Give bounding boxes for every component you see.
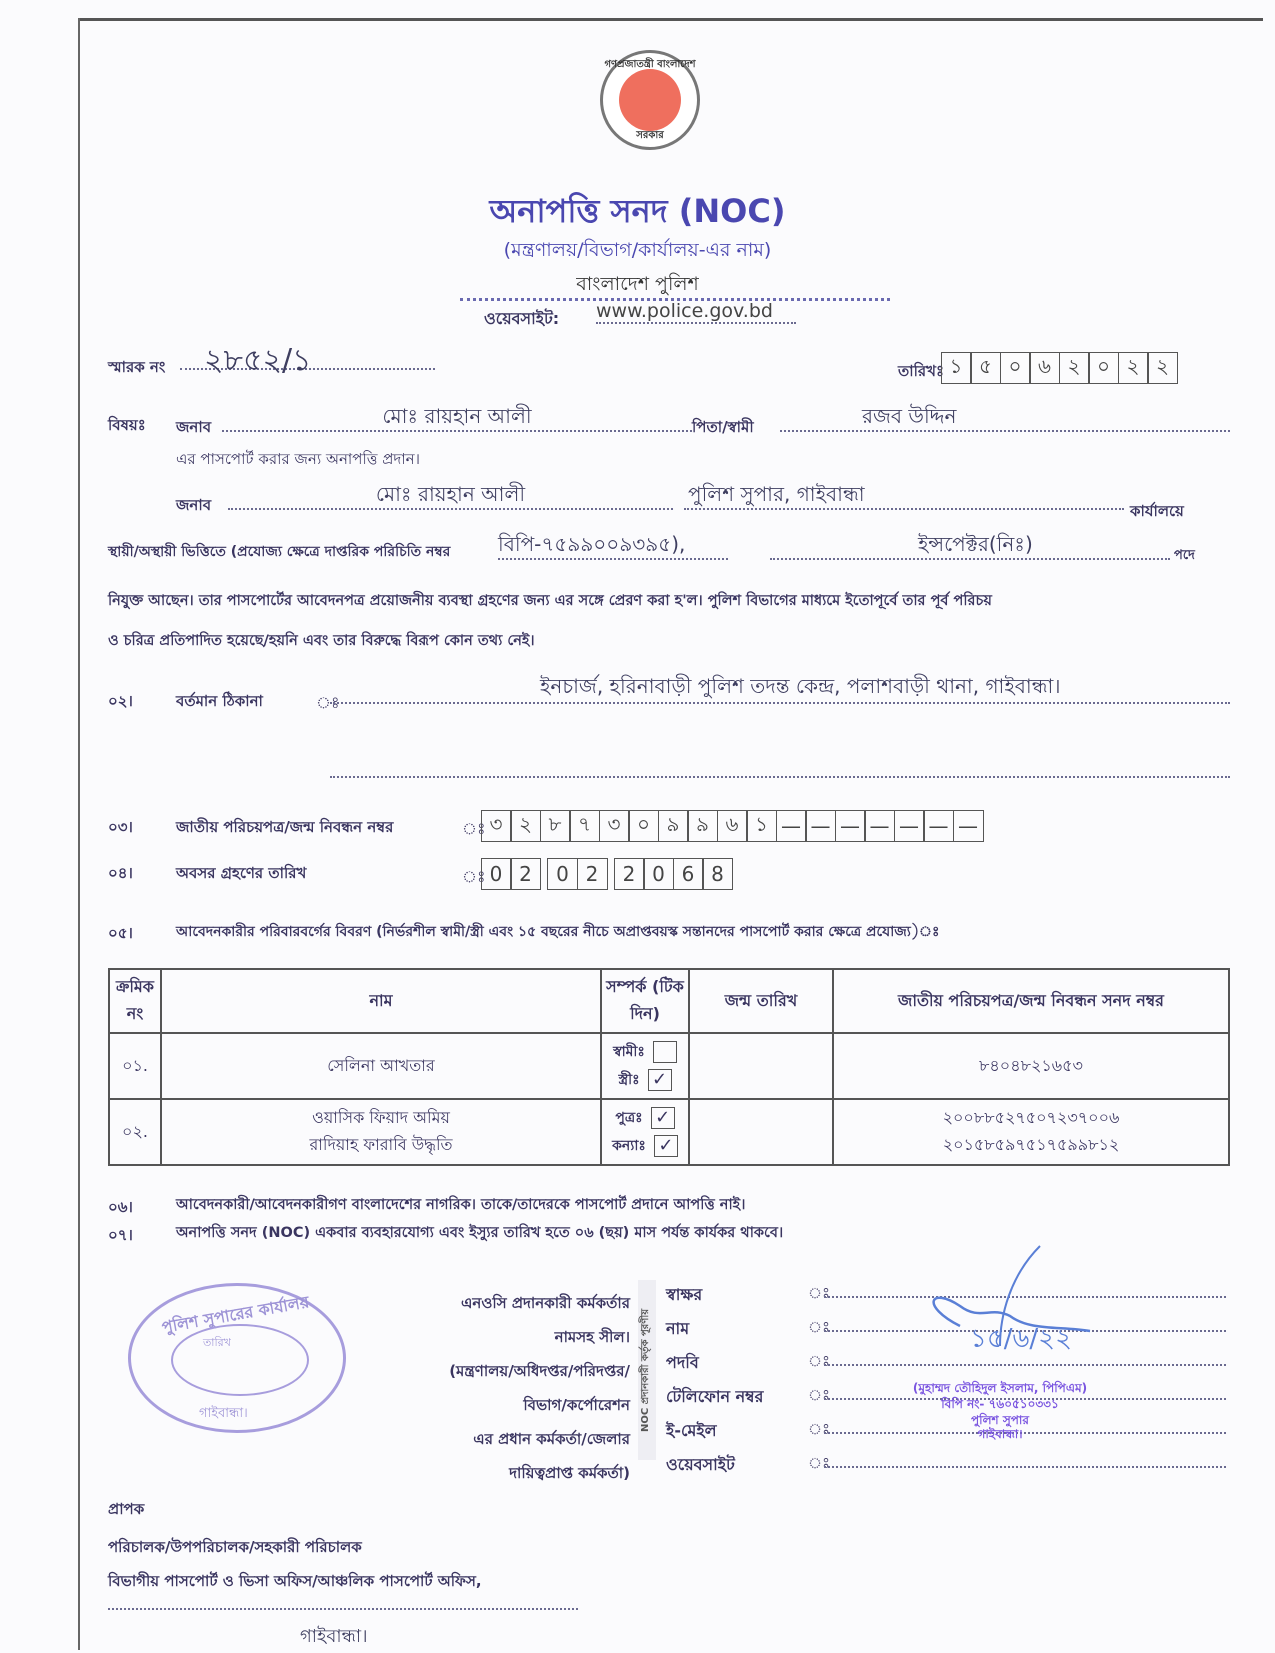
date-boxes (942, 352, 1178, 384)
signatory-desc-line: দায়িত্বপ্রাপ্ত কর্মকর্তা) (509, 1464, 630, 1482)
field-signature-label: স্বাক্ষর (666, 1285, 703, 1304)
table-header-row (109, 969, 1229, 1033)
retire-digit: 0 (547, 858, 578, 890)
date-digit: ২ (1147, 352, 1178, 384)
date-digit: ০ (1000, 352, 1031, 384)
retire-digit: 2 (614, 858, 645, 890)
relation-checkbox[interactable] (653, 1041, 677, 1063)
relation-checkbox[interactable]: ✓ (654, 1135, 678, 1157)
item-04-num: ০৪। (108, 864, 133, 882)
noc-fill-strip: NOC প্রদানকারী কর্তৃক পূরণীয় (638, 1280, 656, 1460)
signatory-desc-line: (মন্ত্রণালয়/অধিদপ্তর/পরিদপ্তর/ (449, 1362, 630, 1380)
emblem-red-disc (619, 69, 681, 131)
retire-digit: 2 (510, 858, 541, 890)
father-label: পিতা/স্বামী (692, 418, 754, 436)
page-border-top (78, 18, 1263, 21)
relation-checkbox[interactable]: ✓ (648, 1069, 672, 1091)
row-nid: ৮৪০৪৮২১৬৫৩ (833, 1033, 1229, 1099)
relation-label: স্ত্রীঃ (618, 1072, 640, 1088)
nid-digit: ৭ (569, 810, 600, 842)
row-nid: ২০০৮৮৫২৭৫০৭২৩৭০০৬ (942, 1108, 1120, 1127)
date-digit: ২ (1059, 352, 1090, 384)
body-office: পুলিশ সুপার, গাইবান্ধা (688, 482, 865, 506)
officer-id: বিপি নং- ৭৬০৫১০৩৩১ (941, 1397, 1059, 1411)
retire-digit: 6 (673, 858, 704, 890)
row-dob (689, 1099, 833, 1165)
field-colon: ঃ (808, 1420, 831, 1438)
nid-digit: ৩ (481, 810, 512, 842)
date-digit: ১ (941, 352, 972, 384)
retire-digit: 0 (481, 858, 512, 890)
father-name: রজব উদ্দিন (862, 404, 957, 428)
field-colon: ঃ (808, 1318, 831, 1336)
row-name: সেলিনা আখতার (161, 1033, 601, 1099)
col-name: নাম (161, 969, 601, 1033)
document-subtitle: (মন্ত্রণালয়/বিভাগ/কার্যালয়-এর নাম) (503, 239, 772, 261)
nid-digit: ৯ (687, 810, 718, 842)
recipient-label: প্রাপক (108, 1500, 145, 1518)
recipient-line1: পরিচালক/উপপরিচালক/সহকারী পরিচালক (108, 1538, 362, 1556)
stamp-bottom-text: গাইবান্ধা। (199, 1406, 248, 1421)
field-colon: ঃ (808, 1284, 831, 1302)
nid-colon: ঃ (462, 819, 486, 838)
family-label: আবেদনকারীর পরিবারবর্গের বিবরণ (নির্ভরশীল স্বামী/স্ত্রী এবং ১৫ বছরের নীচে অপ্রাপ্তবয়স্ক সন্তানদের পাসপোর্ট করার ক্ষেত্রে প্রযোজ্য)ঃ (176, 924, 940, 940)
nid-empty: — (864, 810, 895, 842)
rank: ইন্সপেক্টর(নিঃ) (918, 532, 1033, 556)
date-digit: ০ (1088, 352, 1119, 384)
retire-label: অবসর গ্রহণের তারিখ (176, 864, 307, 882)
item-05-num: ০৫। (108, 924, 133, 942)
field-colon: ঃ (808, 1386, 831, 1404)
note-07-num: ০৭। (108, 1226, 133, 1244)
subject-mr-label: জনাব (176, 418, 212, 436)
memo-label: স্মারক নং (108, 358, 166, 376)
address-line-2 (330, 776, 1230, 778)
date-label: তারিখঃ (898, 362, 944, 380)
nid-label: জাতীয় পরিচয়পত্র/জন্ম নিবন্ধন নম্বর (176, 818, 394, 836)
nid-empty: — (894, 810, 925, 842)
subject-name: মোঃ রায়হান আলী (382, 404, 532, 428)
address-value: ইনচার্জ, হরিনাবাড়ী পুলিশ তদন্ত কেন্দ্র, পলাশবাড়ী থানা, গাইবান্ধা। (540, 674, 1061, 698)
col-relation: সম্পর্ক (টিক দিন) (601, 969, 689, 1033)
family-table (108, 968, 1230, 1166)
table-row (109, 1033, 1229, 1099)
table-row (109, 1099, 1229, 1165)
body-mr-label: জনাব (176, 496, 212, 514)
address-label: বর্তমান ঠিকানা (176, 692, 263, 710)
website-label: ওয়েবসাইট: (484, 309, 560, 328)
retire-digit: 8 (702, 858, 733, 890)
nid-empty: — (805, 810, 836, 842)
row-dob (689, 1033, 833, 1099)
nid-digit: ৯ (658, 810, 689, 842)
body-paragraph-2: ও চরিত্র প্রতিপাদিত হয়েছে/হয়নি এবং তার বিরুদ্ধে বিরূপ কোন তথ্য নেই। (108, 633, 535, 649)
field-website-label: ওয়েবসাইট (666, 1455, 735, 1474)
row-name: ওয়াসিক ফিয়াদ অমিয় (312, 1108, 450, 1127)
row-nid: ২০১৫৮৫৯৭৫১৭৫৯৯৮১২ (942, 1135, 1120, 1154)
stamp-inner-ring (171, 1324, 309, 1396)
nid-digit: ৬ (717, 810, 748, 842)
nid-digit: ৮ (540, 810, 571, 842)
signatory-desc-line: বিভাগ/কর্পোরেশন (523, 1396, 630, 1414)
officer-rank: পুলিশ সুপার (971, 1413, 1029, 1427)
field-email-label: ই-মেইল (666, 1421, 717, 1440)
item-02-num: ০২। (108, 692, 133, 710)
official-id: বিপি-৭৫৯৯০০৯৩৯৫), (498, 532, 686, 556)
nid-empty: — (776, 810, 807, 842)
retire-digit: 0 (643, 858, 674, 890)
relation-label: স্বামীঃ (613, 1044, 645, 1060)
note-07-text: অনাপত্তি সনদ (NOC) একবার ব্যবহারযোগ্য এবং ইস্যুর তারিখ হতে ০৬ (ছয়) মাস পর্যন্ত কার্যকর থাকবে। (176, 1225, 784, 1241)
document-title: অনাপত্তি সনদ (NOC) (489, 192, 786, 230)
nid-empty: — (835, 810, 866, 842)
field-name-label: নাম (666, 1319, 690, 1338)
memo-number: ২৮৫২/১ (204, 343, 312, 378)
field-colon: ঃ (808, 1352, 831, 1370)
retire-boxes (482, 858, 733, 890)
row-name: রাদিয়াহ ফারাবি উদ্ধৃতি (309, 1135, 453, 1154)
address-colon: ঃ (316, 693, 340, 712)
relation-label: কন্যাঃ (612, 1138, 646, 1154)
field-phone-label: টেলিফোন নম্বর (666, 1387, 764, 1406)
body-name: মোঃ রায়হান আলী (375, 482, 526, 506)
note-06-text: আবেদনকারী/আবেদনকারীগণ বাংলাদেশের নাগরিক। তাকে/তাদেরকে পাসপোর্ট প্রদানে আপত্তি নাই। (176, 1197, 746, 1213)
nid-digit: ২ (510, 810, 541, 842)
field-designation-label: পদবি (666, 1353, 699, 1372)
recipient-place-line (108, 1608, 578, 1610)
emblem-top-text: গণপ্রজাতন্ত্রী বাংলাদেশ (604, 59, 696, 70)
nid-empty: — (953, 810, 984, 842)
nid-digit: ১ (746, 810, 777, 842)
field-colon: ঃ (808, 1454, 831, 1472)
nid-digit: ০ (628, 810, 659, 842)
row-serial: ০২. (109, 1099, 161, 1165)
subject-label: বিষয়ঃ (108, 416, 146, 434)
date-digit: ২ (1118, 352, 1149, 384)
relation-checkbox[interactable]: ✓ (651, 1107, 675, 1129)
stamp-mid-text: তারিখ (203, 1336, 231, 1349)
office-suffix: কার্যালয়ে (1130, 502, 1184, 520)
government-emblem-seal (600, 50, 700, 150)
note-06-num: ০৬। (108, 1198, 133, 1216)
row-nids (833, 1099, 1229, 1165)
retire-colon: ঃ (462, 867, 486, 886)
recipient-line2: বিভাগীয় পাসপোর্ট ও ভিসা অফিস/আঞ্চলিক পাসপোর্ট অফিস, (108, 1572, 482, 1590)
website-line (824, 1466, 1226, 1468)
nid-boxes (482, 810, 984, 842)
signatory-desc-line: এনওসি প্রদানকারী কর্মকর্তার (461, 1294, 630, 1312)
retire-digit: 2 (577, 858, 608, 890)
signatory-desc-line: এর প্রধান কর্মকর্তা/জেলার (473, 1430, 630, 1448)
nid-digit: ৩ (599, 810, 630, 842)
stamp-top-text: পুলিশ সুপারের কার্যালয় (160, 1292, 311, 1337)
col-dob: জন্ম তারিখ (689, 969, 833, 1033)
item-03-num: ০৩। (108, 818, 133, 836)
rank-suffix: পদে (1174, 548, 1195, 563)
officer-place: গাইবান্ধা। (977, 1427, 1023, 1441)
signatory-description (380, 1286, 630, 1490)
row-serial: ০১. (109, 1033, 161, 1099)
row-relation (601, 1033, 689, 1099)
signature-date: ১৫/৬/২২ (970, 1324, 1072, 1354)
id-prefix: স্থায়ী/অস্থায়ী ভিত্তিতে (প্রযোজ্য ক্ষেত্রে দাপ্তরিক পরিচিতি নম্বর (108, 544, 451, 560)
col-serial: ক্রমিক নং (109, 969, 161, 1033)
officer-name: (মুহাম্মদ তৌহিদুল ইসলাম, পিপিএম) (912, 1381, 1088, 1395)
emblem-bottom-text: সরকার (636, 130, 664, 141)
recipient-place: গাইবান্ধা। (300, 1626, 368, 1647)
office-rubber-stamp (128, 1283, 346, 1433)
col-nid: জাতীয় পরিচয়পত্র/জন্ম নিবন্ধন সনদ নম্বর (833, 969, 1229, 1033)
subject-line2: এর পাসপোর্ট করার জন্য অনাপত্তি প্রদান। (176, 450, 420, 468)
signatory-desc-line: নামসহ সীল। (554, 1328, 630, 1346)
date-digit: ৬ (1029, 352, 1060, 384)
agency-name: বাংলাদেশ পুলিশ (576, 273, 699, 295)
website-value: www.police.gov.bd (596, 300, 796, 324)
body-paragraph: নিযুক্ত আছেন। তার পাসপোর্টের আবেদনপত্র প্রয়োজনীয় ব্যবস্থা গ্রহণের জন্য এর সঙ্গে প্রেরণ করা হ'ল। পুলিশ বিভাগের মাধ্যমে ইতোপূর্বে তার পূর্ব পরিচয় (108, 593, 992, 609)
relation-label: পুত্রঃ (615, 1110, 643, 1126)
row-relation (601, 1099, 689, 1165)
row-names (161, 1099, 601, 1165)
nid-empty: — (923, 810, 954, 842)
date-digit: ৫ (970, 352, 1001, 384)
